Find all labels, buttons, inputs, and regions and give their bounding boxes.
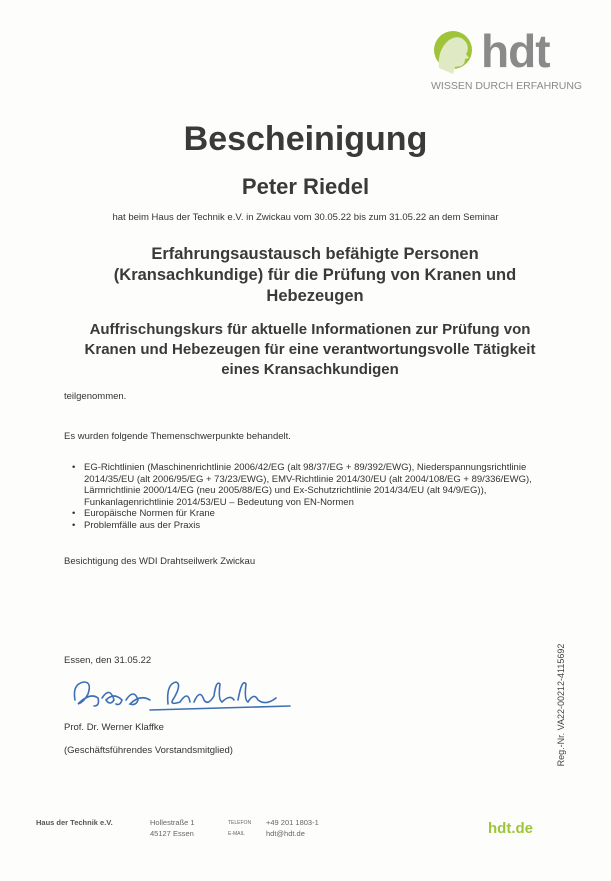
- signer-name: Prof. Dr. Werner Klaffke: [64, 722, 164, 733]
- footer-city: 45127 Essen: [150, 829, 194, 838]
- participated-text: teilgenommen.: [64, 391, 127, 402]
- topics-list: [72, 462, 542, 531]
- list-item: • Problemfälle aus der Praxis: [72, 520, 542, 532]
- footer-street: Hollestraße 1: [150, 818, 195, 827]
- handwritten-signature: [70, 670, 300, 720]
- hdt-logo: [431, 25, 583, 98]
- footer-email: hdt@hdt.de: [266, 829, 305, 838]
- logo-wordmark: hdt: [481, 25, 550, 77]
- topics-intro: Es wurden folgende Themenschwerpunkte behandelt.: [64, 431, 291, 442]
- visit-text: Besichtigung des WDI Drahtseilwerk Zwickau: [64, 556, 256, 567]
- recipient-name: Peter Riedel: [241, 174, 370, 199]
- intro-text: hat beim Haus der Technik e.V. in Zwickau vom 30.05.22 bis zum 31.05.22 an dem Seminar: [112, 212, 499, 223]
- footer-url: hdt.de: [488, 820, 533, 837]
- place-date: Essen, den 31.05.22: [64, 655, 152, 666]
- seminar-subtitle: Auffrischungskurs für aktuelle Informationen zur Prüfung von Kranen und Hebezeugen für eine verantwortungsvolle Tätigkeit eines Kransachkundigen: [84, 321, 536, 378]
- certificate-title: Bescheinigung: [183, 120, 428, 158]
- head-profile-icon: [431, 28, 479, 78]
- registration-number-text: Reg.-Nr. VA22-00212-4115692: [556, 643, 566, 767]
- seminar-title: Erfahrungsaustausch befähigte Personen (Kransachkundige) für die Prüfung von Kranen und Hebezeugen: [113, 245, 517, 305]
- footer-email-label: E-MAIL: [228, 831, 245, 837]
- footer-phone: +49 201 1803-1: [266, 818, 319, 827]
- footer-phone-label: TELEFON: [228, 820, 252, 826]
- registration-number: [554, 600, 568, 810]
- signer-role: (Geschäftsführendes Vorstandsmitglied): [64, 745, 233, 756]
- list-item: • Europäische Normen für Krane: [72, 508, 542, 520]
- logo-tagline: WISSEN DURCH ERFAHRUNG: [431, 80, 583, 92]
- footer-org: Haus der Technik e.V.: [36, 818, 113, 827]
- list-item: • EG-Richtlinien (Maschinenrichtlinie 2006/42/EG (alt 98/37/EG + 89/392/EWG), Niederspannungsrichtlinie 2014/35/EU (alt 2006/95/EG + 73/23/EWG), EMV-Richtlinie 2014/30/EU (alt 2004/108/EG + 89/336/EWG), Lärmrichtlinie 2000/14/EG (neu 2005/88/EG) und Ex-Schutzrichtlinie 2014/34/EU (alt 94/9/EG)), Funkanlagenrichtlinie 2014/53/EU – Bedeutung von EN-Normen: [72, 462, 542, 508]
